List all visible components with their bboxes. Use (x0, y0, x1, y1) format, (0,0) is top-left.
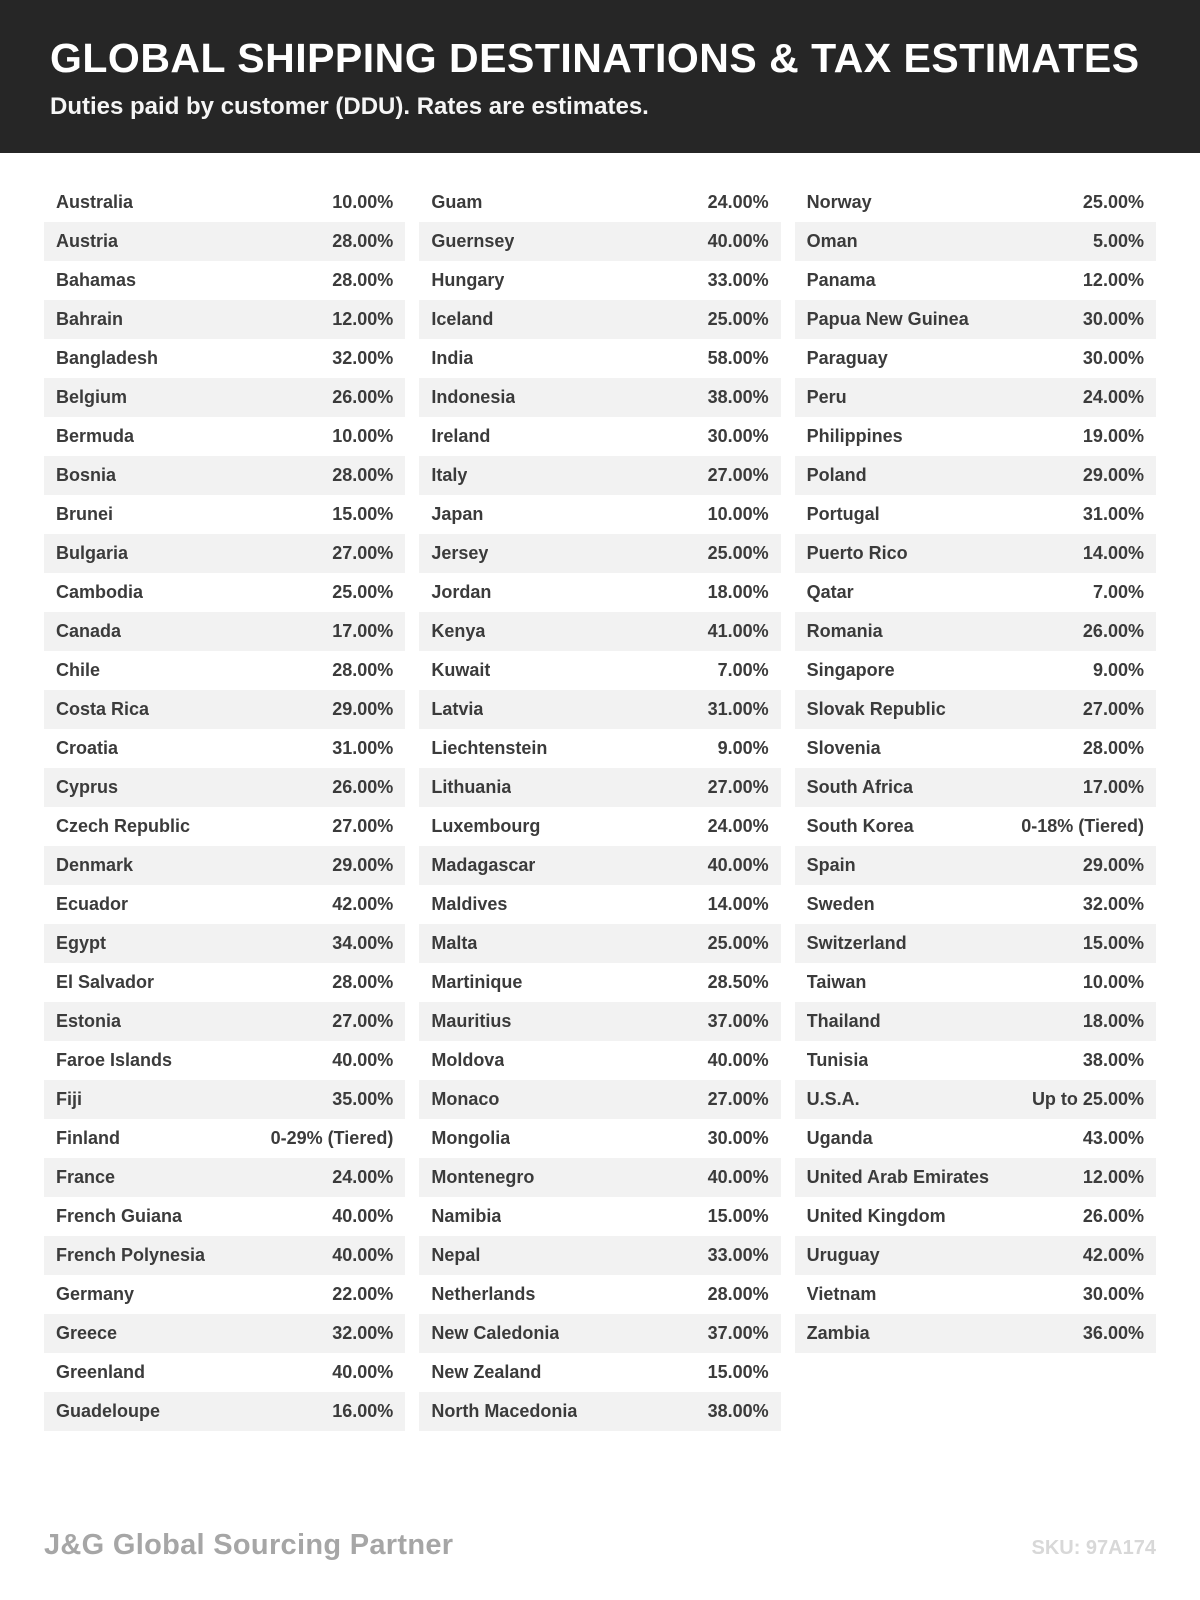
country-name: French Guiana (56, 1206, 183, 1227)
tax-rate: 30.00% (1082, 309, 1144, 330)
tax-rate: 10.00% (332, 192, 394, 213)
country-name: Chile (56, 660, 101, 681)
country-name: Bulgaria (56, 543, 129, 564)
table-row (419, 495, 780, 534)
table-row (44, 1002, 405, 1041)
table-row (44, 1236, 405, 1275)
table-row (44, 924, 405, 963)
country-name: Maldives (431, 894, 508, 915)
tax-rate: 15.00% (1082, 933, 1144, 954)
table-row (795, 768, 1156, 807)
tax-rate: 12.00% (332, 309, 394, 330)
table-row (419, 807, 780, 846)
country-name: Slovenia (806, 738, 881, 759)
tax-rate: 9.00% (717, 738, 769, 759)
tax-rate: 0-29% (Tiered) (270, 1128, 394, 1149)
tax-rate: 19.00% (1082, 426, 1144, 447)
tax-rate: 31.00% (707, 699, 769, 720)
table-row (419, 1275, 780, 1314)
country-name: South Korea (806, 816, 914, 837)
tax-rate: 10.00% (707, 504, 769, 525)
country-name: Uganda (806, 1128, 873, 1149)
country-name: Bermuda (56, 426, 135, 447)
tax-rate: 28.00% (332, 231, 394, 252)
country-name: Tunisia (806, 1050, 869, 1071)
country-name: Madagascar (431, 855, 536, 876)
tax-rate: 28.00% (1082, 738, 1144, 759)
tax-rate: Up to 25.00% (1031, 1089, 1144, 1110)
country-name: Romania (806, 621, 883, 642)
tax-rate: 40.00% (707, 1167, 769, 1188)
country-name: Denmark (56, 855, 134, 876)
tax-rate: 30.00% (1082, 348, 1144, 369)
table-row (795, 1080, 1156, 1119)
country-name: Netherlands (431, 1284, 536, 1305)
country-name: Poland (806, 465, 867, 486)
country-name: Uruguay (806, 1245, 880, 1266)
tax-rate: 27.00% (1082, 699, 1144, 720)
country-name: Greece (56, 1323, 118, 1344)
tax-rate: 28.50% (707, 972, 769, 993)
table-row (44, 261, 405, 300)
tax-rate: 29.00% (1082, 465, 1144, 486)
table-row (44, 1314, 405, 1353)
tax-rate: 29.00% (332, 855, 394, 876)
country-name: Panama (806, 270, 876, 291)
country-name: Oman (806, 231, 858, 252)
country-name: South Africa (806, 777, 913, 798)
country-name: Martinique (431, 972, 523, 993)
tax-rate: 41.00% (707, 621, 769, 642)
table-row (44, 378, 405, 417)
table-row (419, 1002, 780, 1041)
table-row (795, 1236, 1156, 1275)
table-row (44, 963, 405, 1002)
rates-column-3 (795, 183, 1156, 1353)
table-row (44, 495, 405, 534)
table-row (419, 612, 780, 651)
table-row (419, 846, 780, 885)
tax-rate: 24.00% (332, 1167, 394, 1188)
table-row (419, 339, 780, 378)
tax-rate: 28.00% (332, 660, 394, 681)
tax-rate: 15.00% (332, 504, 394, 525)
country-name: Papua New Guinea (806, 309, 969, 330)
tax-rate: 24.00% (1082, 387, 1144, 408)
country-name: Fiji (56, 1089, 82, 1110)
table-row (795, 339, 1156, 378)
country-name: Paraguay (806, 348, 888, 369)
country-name: Spain (806, 855, 856, 876)
table-row (419, 1119, 780, 1158)
tax-rate: 28.00% (332, 465, 394, 486)
page-title: GLOBAL SHIPPING DESTINATIONS & TAX ESTIMATES (50, 35, 1140, 81)
country-name: French Polynesia (56, 1245, 206, 1266)
country-name: Hungary (431, 270, 505, 291)
tax-rate: 40.00% (332, 1245, 394, 1266)
country-name: Brunei (56, 504, 114, 525)
table-row (44, 1197, 405, 1236)
tax-rate: 31.00% (1082, 504, 1144, 525)
sku-label: SKU: 97A174 (1031, 1537, 1156, 1559)
table-row (419, 1041, 780, 1080)
tax-rate: 32.00% (332, 348, 394, 369)
tax-rate: 38.00% (707, 387, 769, 408)
country-name: Bahrain (56, 309, 124, 330)
tax-rate: 30.00% (707, 1128, 769, 1149)
country-name: Mongolia (431, 1128, 511, 1149)
table-row (795, 222, 1156, 261)
tax-rate: 25.00% (707, 933, 769, 954)
country-name: Jordan (431, 582, 492, 603)
tax-rate: 26.00% (1082, 1206, 1144, 1227)
tax-rate: 15.00% (707, 1362, 769, 1383)
table-row (795, 378, 1156, 417)
table-row (44, 1392, 405, 1431)
country-name: Austria (56, 231, 119, 252)
table-row (44, 300, 405, 339)
tax-rate: 27.00% (707, 777, 769, 798)
country-name: Japan (431, 504, 484, 525)
country-name: Monaco (431, 1089, 500, 1110)
table-row (795, 963, 1156, 1002)
tax-rate: 31.00% (332, 738, 394, 759)
country-name: Italy (431, 465, 468, 486)
country-name: Costa Rica (56, 699, 150, 720)
table-row (419, 1314, 780, 1353)
country-name: Norway (806, 192, 872, 213)
tax-rate: 32.00% (332, 1323, 394, 1344)
tax-rate: 43.00% (1082, 1128, 1144, 1149)
tax-rate: 42.00% (1082, 1245, 1144, 1266)
country-name: Switzerland (806, 933, 907, 954)
table-row (419, 1197, 780, 1236)
country-name: France (56, 1167, 116, 1188)
table-row (419, 1236, 780, 1275)
table-row (795, 690, 1156, 729)
table-row (44, 690, 405, 729)
table-row (795, 261, 1156, 300)
table-row (419, 768, 780, 807)
table-row (44, 651, 405, 690)
country-name: Germany (56, 1284, 135, 1305)
country-name: U.S.A. (806, 1089, 860, 1110)
country-name: Sweden (806, 894, 875, 915)
table-row (795, 1041, 1156, 1080)
country-name: Nepal (431, 1245, 481, 1266)
tax-rate: 28.00% (707, 1284, 769, 1305)
table-row (419, 378, 780, 417)
country-name: Cambodia (56, 582, 144, 603)
tax-rate: 12.00% (1082, 1167, 1144, 1188)
tax-rate: 26.00% (1082, 621, 1144, 642)
tax-rate: 28.00% (332, 270, 394, 291)
table-row (795, 300, 1156, 339)
country-name: New Caledonia (431, 1323, 560, 1344)
country-name: North Macedonia (431, 1401, 578, 1422)
table-row (795, 924, 1156, 963)
table-row (795, 534, 1156, 573)
country-name: Croatia (56, 738, 119, 759)
country-name: Malta (431, 933, 478, 954)
tax-rate: 32.00% (1082, 894, 1144, 915)
table-row (44, 573, 405, 612)
country-name: Faroe Islands (56, 1050, 173, 1071)
table-row (419, 1353, 780, 1392)
table-row (44, 885, 405, 924)
table-row (44, 222, 405, 261)
country-name: Qatar (806, 582, 854, 603)
table-row (795, 651, 1156, 690)
tax-rate: 40.00% (332, 1206, 394, 1227)
table-row (419, 456, 780, 495)
tax-rate: 28.00% (332, 972, 394, 993)
country-name: Canada (56, 621, 122, 642)
table-row (419, 1080, 780, 1119)
country-name: India (431, 348, 474, 369)
table-row (419, 261, 780, 300)
table-row (419, 1158, 780, 1197)
tax-rate: 22.00% (332, 1284, 394, 1305)
country-name: Portugal (806, 504, 880, 525)
tax-rate: 26.00% (332, 777, 394, 798)
country-name: Luxembourg (431, 816, 541, 837)
tax-rate: 33.00% (707, 1245, 769, 1266)
tax-rate: 33.00% (707, 270, 769, 291)
table-row (795, 807, 1156, 846)
table-row (795, 1002, 1156, 1041)
table-row (419, 417, 780, 456)
country-name: Namibia (431, 1206, 502, 1227)
tax-rate: 7.00% (1092, 582, 1144, 603)
country-name: United Arab Emirates (806, 1167, 990, 1188)
tax-rate: 30.00% (707, 426, 769, 447)
country-name: Taiwan (806, 972, 867, 993)
table-row (419, 690, 780, 729)
table-row (44, 1353, 405, 1392)
country-name: Singapore (806, 660, 895, 681)
country-name: Liechtenstein (431, 738, 548, 759)
tax-rate: 17.00% (332, 621, 394, 642)
table-row (44, 339, 405, 378)
rates-column-1 (44, 183, 405, 1431)
tax-rate: 14.00% (707, 894, 769, 915)
tax-rate: 5.00% (1092, 231, 1144, 252)
tax-rate: 27.00% (707, 1089, 769, 1110)
table-row (795, 1197, 1156, 1236)
tax-rate: 34.00% (332, 933, 394, 954)
country-name: Mauritius (431, 1011, 512, 1032)
country-name: Vietnam (806, 1284, 877, 1305)
table-row (44, 1275, 405, 1314)
tax-rate: 15.00% (707, 1206, 769, 1227)
tax-rate: 40.00% (707, 1050, 769, 1071)
table-row (795, 729, 1156, 768)
rates-table (0, 153, 1200, 1431)
table-row (44, 534, 405, 573)
country-name: Guam (431, 192, 483, 213)
table-row (44, 768, 405, 807)
tax-rate: 29.00% (332, 699, 394, 720)
country-name: Ireland (431, 426, 491, 447)
country-name: Kenya (431, 621, 486, 642)
rates-column-2 (419, 183, 780, 1431)
table-row (44, 456, 405, 495)
tax-rate: 10.00% (332, 426, 394, 447)
page-footer (0, 1529, 1200, 1600)
country-name: Greenland (56, 1362, 146, 1383)
country-name: Australia (56, 192, 134, 213)
tax-rate: 10.00% (1082, 972, 1144, 993)
country-name: Philippines (806, 426, 903, 447)
page-header (0, 0, 1200, 153)
tax-rate: 14.00% (1082, 543, 1144, 564)
country-name: Belgium (56, 387, 128, 408)
table-row (419, 1392, 780, 1431)
table-row (44, 807, 405, 846)
table-row (795, 573, 1156, 612)
table-row (419, 183, 780, 222)
tax-rate: 27.00% (332, 1011, 394, 1032)
table-row (795, 183, 1156, 222)
tax-rate: 40.00% (332, 1050, 394, 1071)
table-row (419, 300, 780, 339)
tax-rate: 18.00% (707, 582, 769, 603)
country-name: Indonesia (431, 387, 516, 408)
table-row (419, 729, 780, 768)
country-name: Lithuania (431, 777, 512, 798)
table-row (795, 1119, 1156, 1158)
page-subtitle: Duties paid by customer (DDU). Rates are estimates. (50, 93, 649, 121)
table-row (44, 729, 405, 768)
tax-rate: 12.00% (1082, 270, 1144, 291)
table-row (795, 846, 1156, 885)
country-name: Estonia (56, 1011, 122, 1032)
country-name: Bangladesh (56, 348, 159, 369)
table-row (44, 846, 405, 885)
country-name: Peru (806, 387, 847, 408)
country-name: El Salvador (56, 972, 155, 993)
country-name: Kuwait (431, 660, 491, 681)
tax-rate: 25.00% (707, 543, 769, 564)
country-name: Czech Republic (56, 816, 191, 837)
table-row (44, 417, 405, 456)
table-row (419, 651, 780, 690)
tax-rate: 37.00% (707, 1011, 769, 1032)
country-name: Moldova (431, 1050, 505, 1071)
table-row (795, 1275, 1156, 1314)
table-row (795, 885, 1156, 924)
tax-rate: 24.00% (707, 192, 769, 213)
tax-rate: 42.00% (332, 894, 394, 915)
tax-rate: 9.00% (1092, 660, 1144, 681)
table-row (419, 963, 780, 1002)
table-row (795, 1158, 1156, 1197)
tax-rate: 40.00% (707, 855, 769, 876)
tax-rate: 0-18% (Tiered) (1021, 816, 1144, 837)
country-name: Bahamas (56, 270, 137, 291)
country-name: New Zealand (431, 1362, 542, 1383)
country-name: Zambia (806, 1323, 870, 1344)
table-row (419, 924, 780, 963)
tax-rate: 35.00% (332, 1089, 394, 1110)
country-name: Ecuador (56, 894, 129, 915)
table-row (44, 1080, 405, 1119)
brand-name: J&G Global Sourcing Partner (44, 1529, 454, 1561)
tax-rate: 25.00% (332, 582, 394, 603)
country-name: Cyprus (56, 777, 119, 798)
table-row (795, 612, 1156, 651)
tax-rate: 38.00% (707, 1401, 769, 1422)
tax-rate: 27.00% (332, 816, 394, 837)
tax-rate: 58.00% (707, 348, 769, 369)
country-name: Slovak Republic (806, 699, 946, 720)
table-row (795, 417, 1156, 456)
tax-rate: 26.00% (332, 387, 394, 408)
table-row (795, 456, 1156, 495)
table-row (795, 1314, 1156, 1353)
tax-rate: 37.00% (707, 1323, 769, 1344)
tax-rate: 25.00% (1082, 192, 1144, 213)
tax-rate: 25.00% (707, 309, 769, 330)
country-name: Jersey (431, 543, 489, 564)
table-row (44, 1041, 405, 1080)
tax-rate: 7.00% (717, 660, 769, 681)
tax-rate: 17.00% (1082, 777, 1144, 798)
table-row (419, 573, 780, 612)
country-name: Latvia (431, 699, 484, 720)
tax-rate: 40.00% (332, 1362, 394, 1383)
table-row (795, 495, 1156, 534)
tax-rate: 38.00% (1082, 1050, 1144, 1071)
tax-rate: 40.00% (707, 231, 769, 252)
tax-rate: 27.00% (707, 465, 769, 486)
table-row (419, 534, 780, 573)
country-name: Bosnia (56, 465, 117, 486)
tax-rate: 30.00% (1082, 1284, 1144, 1305)
country-name: Iceland (431, 309, 494, 330)
table-row (419, 885, 780, 924)
country-name: Egypt (56, 933, 107, 954)
country-name: Finland (56, 1128, 120, 1149)
tax-rate: 29.00% (1082, 855, 1144, 876)
table-row (44, 1158, 405, 1197)
table-row (44, 612, 405, 651)
table-row (44, 183, 405, 222)
country-name: Puerto Rico (806, 543, 908, 564)
country-name: Guadeloupe (56, 1401, 161, 1422)
tax-rate: 36.00% (1082, 1323, 1144, 1344)
tax-rate: 18.00% (1082, 1011, 1144, 1032)
country-name: Guernsey (431, 231, 515, 252)
tax-rate: 24.00% (707, 816, 769, 837)
country-name: Thailand (806, 1011, 881, 1032)
country-name: Montenegro (431, 1167, 535, 1188)
tax-rate: 27.00% (332, 543, 394, 564)
table-row (419, 222, 780, 261)
country-name: United Kingdom (806, 1206, 946, 1227)
tax-rate: 16.00% (332, 1401, 394, 1422)
table-row (44, 1119, 405, 1158)
